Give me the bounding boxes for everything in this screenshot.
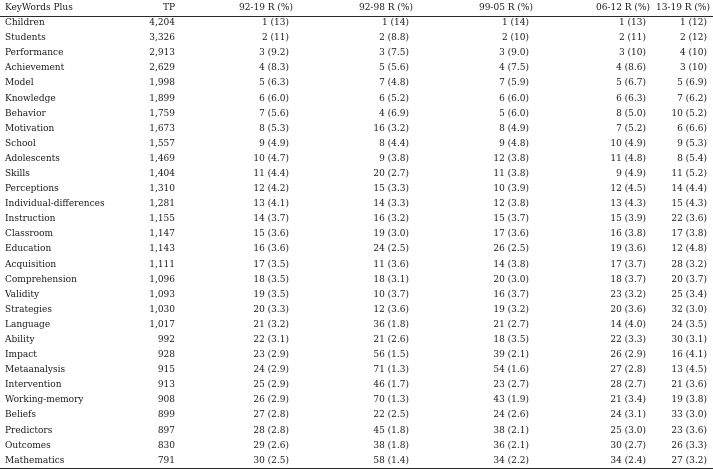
rank-92-98-cell: 46 (1.7) — [373, 380, 409, 391]
rank-06-12-cell: 8 (5.0) — [616, 108, 646, 119]
rank-13-19-cell: 1 (12) — [679, 18, 707, 29]
rank-99-05-cell: 10 (3.9) — [493, 184, 529, 195]
rank-92-98-cell: 7 (4.8) — [379, 78, 409, 89]
rank-92-19-cell: 21 (3.2) — [253, 319, 289, 330]
tp-cell: 1,155 — [149, 214, 175, 225]
rank-92-19-cell: 28 (2.8) — [253, 425, 289, 436]
rank-92-98-cell: 4 (6.9) — [379, 108, 409, 119]
rank-99-05-cell: 24 (2.6) — [493, 410, 529, 421]
tp-cell: 2,913 — [149, 48, 175, 59]
keyword-cell: Behavior — [5, 108, 46, 119]
keyword-cell: Strategies — [5, 304, 52, 315]
header-92-19: 92-19 R (%) — [177, 1, 297, 16]
rank-92-98-cell: 9 (3.8) — [379, 153, 409, 164]
rank-13-19-cell: 33 (3.0) — [671, 410, 707, 421]
keyword-cell: Impact — [5, 350, 37, 361]
table-row — [0, 212, 713, 227]
table-row — [0, 61, 713, 76]
rank-13-19-cell: 4 (10) — [679, 48, 707, 59]
rank-06-12-cell: 9 (4.9) — [616, 168, 646, 179]
rank-99-05-cell: 38 (2.1) — [493, 425, 529, 436]
rank-92-19-cell: 22 (3.1) — [253, 335, 289, 346]
table-row — [0, 378, 713, 393]
header-06-12: 06-12 R (%) — [537, 1, 654, 16]
rank-92-98-cell: 3 (7.5) — [379, 48, 409, 59]
keyword-cell: Comprehension — [5, 274, 77, 285]
rank-92-98-cell: 22 (2.5) — [373, 410, 409, 421]
rank-99-05-cell: 15 (3.7) — [493, 214, 529, 225]
keyword-cell: Classroom — [5, 229, 54, 240]
keyword-cell: Perceptions — [5, 184, 59, 195]
keyword-cell: Language — [5, 319, 51, 330]
keyword-cell: Performance — [5, 48, 64, 59]
rank-13-19-cell: 28 (3.2) — [671, 259, 707, 270]
rank-13-19-cell: 32 (3.0) — [671, 304, 707, 315]
rank-99-05-cell: 54 (1.6) — [493, 365, 529, 376]
table-row — [0, 91, 713, 106]
keyword-cell: Individual-differences — [5, 199, 105, 210]
tp-cell: 1,096 — [149, 274, 175, 285]
table-row — [0, 363, 713, 378]
rank-92-98-cell: 36 (1.8) — [373, 319, 409, 330]
rank-13-19-cell: 3 (10) — [679, 63, 707, 74]
rank-13-19-cell: 8 (5.4) — [677, 153, 707, 164]
tp-cell: 897 — [157, 425, 175, 436]
rank-92-19-cell: 18 (3.5) — [253, 274, 289, 285]
rank-99-05-cell: 36 (2.1) — [493, 440, 529, 451]
rank-92-19-cell: 9 (4.9) — [259, 138, 289, 149]
table-row — [0, 424, 713, 439]
rank-92-19-cell: 17 (3.5) — [253, 259, 289, 270]
rank-92-19-cell: 25 (2.9) — [253, 380, 289, 391]
rank-13-19-cell: 17 (3.8) — [671, 229, 707, 240]
table-row — [0, 333, 713, 348]
rank-06-12-cell: 28 (2.7) — [610, 380, 646, 391]
rank-06-12-cell: 26 (2.9) — [610, 350, 646, 361]
tp-cell: 1,310 — [149, 184, 175, 195]
rank-92-19-cell: 8 (5.3) — [259, 123, 289, 134]
rank-06-12-cell: 16 (3.8) — [610, 229, 646, 240]
keyword-cell: Motivation — [5, 123, 55, 134]
rank-92-19-cell: 29 (2.6) — [253, 440, 289, 451]
keyword-cell: Beliefs — [5, 410, 36, 421]
rank-06-12-cell: 7 (5.2) — [616, 123, 646, 134]
rank-99-05-cell: 19 (3.2) — [493, 304, 529, 315]
keyword-cell: Predictors — [5, 425, 53, 436]
rank-92-19-cell: 26 (2.9) — [253, 395, 289, 406]
rank-92-98-cell: 24 (2.5) — [373, 244, 409, 255]
rank-06-12-cell: 6 (6.3) — [616, 93, 646, 104]
keyword-cell: Model — [5, 78, 34, 89]
rank-13-19-cell: 9 (5.3) — [677, 138, 707, 149]
rank-92-19-cell: 20 (3.3) — [253, 304, 289, 315]
rank-99-05-cell: 6 (6.0) — [499, 93, 529, 104]
rank-92-98-cell: 10 (3.7) — [373, 289, 409, 300]
rank-06-12-cell: 19 (3.6) — [610, 244, 646, 255]
rank-92-98-cell: 58 (1.4) — [297, 454, 417, 469]
tp-cell: 1,017 — [149, 319, 175, 330]
rank-99-05-cell: 14 (3.8) — [493, 259, 529, 270]
table-row — [0, 303, 713, 318]
tp-cell: 1,111 — [149, 259, 175, 270]
table-row — [0, 16, 713, 31]
tp-cell: 915 — [157, 365, 175, 376]
tp-cell: 913 — [157, 380, 175, 391]
tp-cell: 3,326 — [149, 33, 175, 44]
tp-cell: 4,204 — [149, 18, 175, 29]
rank-92-98-cell: 16 (3.2) — [373, 123, 409, 134]
rank-99-05-cell: 17 (3.6) — [493, 229, 529, 240]
rank-13-19-cell: 25 (3.4) — [671, 289, 707, 300]
rank-06-12-cell: 11 (4.8) — [610, 153, 646, 164]
table-row — [0, 182, 713, 197]
tp-cell: 1,899 — [149, 93, 175, 104]
rank-92-19-cell: 13 (4.1) — [253, 199, 289, 210]
header-99-05: 99-05 R (%) — [417, 1, 537, 16]
rank-99-05-cell: 26 (2.5) — [493, 244, 529, 255]
rank-92-19-cell: 15 (3.6) — [253, 229, 289, 240]
header-keywords-plus: KeyWords Plus — [0, 1, 117, 16]
keyword-cell: Validity — [5, 289, 40, 300]
keyword-cell: Skills — [5, 168, 30, 179]
rank-99-05-cell: 43 (1.9) — [493, 395, 529, 406]
table-row — [0, 31, 713, 46]
rank-06-12-cell: 2 (11) — [618, 33, 646, 44]
table-row — [0, 288, 713, 303]
rank-92-98-cell: 14 (3.3) — [373, 199, 409, 210]
rank-13-19-cell: 30 (3.1) — [671, 335, 707, 346]
table-row — [0, 107, 713, 122]
header-92-98: 92-98 R (%) — [297, 1, 417, 16]
keyword-cell: Working-memory — [5, 395, 84, 406]
table-row — [0, 242, 713, 257]
rank-13-19-cell: 22 (3.6) — [671, 214, 707, 225]
tp-cell: 899 — [157, 410, 175, 421]
rank-99-05-cell: 34 (2.2) — [417, 454, 537, 469]
rank-13-19-cell: 20 (3.7) — [671, 274, 707, 285]
table-row — [0, 454, 713, 469]
rank-99-05-cell: 16 (3.7) — [493, 289, 529, 300]
rank-99-05-cell: 2 (10) — [501, 33, 529, 44]
tp-cell: 830 — [157, 440, 175, 451]
rank-92-19-cell: 30 (2.5) — [177, 454, 297, 469]
header-13-19: 13-19 R (%) — [654, 1, 713, 16]
rank-13-19-cell: 19 (3.8) — [671, 395, 707, 406]
tp-cell: 908 — [157, 395, 175, 406]
rank-92-19-cell: 27 (2.8) — [253, 410, 289, 421]
rank-13-19-cell: 5 (6.9) — [677, 78, 707, 89]
tp-cell: 1,469 — [149, 153, 175, 164]
rank-06-12-cell: 5 (6.7) — [616, 78, 646, 89]
tp-cell: 1,759 — [149, 108, 175, 119]
rank-13-19-cell: 6 (6.6) — [677, 123, 707, 134]
rank-92-98-cell: 16 (3.2) — [373, 214, 409, 225]
rank-13-19-cell: 15 (4.3) — [671, 199, 707, 210]
table-row — [0, 348, 713, 363]
rank-99-05-cell: 12 (3.8) — [493, 199, 529, 210]
rank-06-12-cell: 13 (4.3) — [610, 199, 646, 210]
keyword-cell: Adolescents — [5, 153, 60, 164]
rank-99-05-cell: 1 (14) — [501, 18, 529, 29]
table-row — [0, 318, 713, 333]
rank-92-98-cell: 12 (3.6) — [373, 304, 409, 315]
rank-92-19-cell: 6 (6.0) — [259, 93, 289, 104]
table-row — [0, 273, 713, 288]
rank-06-12-cell: 3 (10) — [618, 48, 646, 59]
rank-06-12-cell: 10 (4.9) — [610, 138, 646, 149]
rank-13-19-cell: 27 (3.2) — [654, 454, 713, 469]
rank-92-98-cell: 45 (1.8) — [373, 425, 409, 436]
table-row — [0, 408, 713, 423]
rank-92-98-cell: 11 (3.6) — [373, 259, 409, 270]
rank-92-19-cell: 19 (3.5) — [253, 289, 289, 300]
rank-13-19-cell: 26 (3.3) — [671, 440, 707, 451]
rank-99-05-cell: 21 (2.7) — [493, 319, 529, 330]
tp-cell: 992 — [157, 335, 175, 346]
rank-92-19-cell: 5 (6.3) — [259, 78, 289, 89]
rank-92-98-cell: 20 (2.7) — [373, 168, 409, 179]
rank-92-19-cell: 23 (2.9) — [253, 350, 289, 361]
rank-92-98-cell: 2 (8.8) — [379, 33, 409, 44]
keyword-cell: Acquisition — [5, 259, 57, 270]
rank-92-19-cell: 14 (3.7) — [253, 214, 289, 225]
rank-06-12-cell: 24 (3.1) — [610, 410, 646, 421]
rank-99-05-cell: 4 (7.5) — [499, 63, 529, 74]
rank-92-98-cell: 19 (3.0) — [373, 229, 409, 240]
rank-13-19-cell: 23 (3.6) — [671, 425, 707, 436]
keyword-cell: Knowledge — [5, 93, 56, 104]
rank-92-19-cell: 16 (3.6) — [253, 244, 289, 255]
rank-06-12-cell: 1 (13) — [618, 18, 646, 29]
keyword-cell: Metaanalysis — [5, 365, 66, 376]
tp-cell: 1,093 — [149, 289, 175, 300]
rank-13-19-cell: 24 (3.5) — [671, 319, 707, 330]
rank-99-05-cell: 9 (4.8) — [499, 138, 529, 149]
rank-13-19-cell: 7 (6.2) — [677, 93, 707, 104]
rank-92-19-cell: 24 (2.9) — [253, 365, 289, 376]
keyword-cell: Mathematics — [0, 454, 117, 469]
rank-06-12-cell: 12 (4.5) — [610, 184, 646, 195]
table-row — [0, 46, 713, 61]
header-tp: TP — [117, 1, 177, 16]
rank-99-05-cell: 39 (2.1) — [493, 350, 529, 361]
rank-06-12-cell: 34 (2.4) — [537, 454, 654, 469]
table-row — [0, 439, 713, 454]
tp-cell: 1,147 — [149, 229, 175, 240]
table-row — [0, 227, 713, 242]
rank-06-12-cell: 22 (3.3) — [610, 335, 646, 346]
tp-cell: 1,030 — [149, 304, 175, 315]
rank-06-12-cell: 18 (3.7) — [610, 274, 646, 285]
rank-92-98-cell: 71 (1.3) — [373, 365, 409, 376]
rank-06-12-cell: 21 (3.4) — [610, 395, 646, 406]
rank-06-12-cell: 25 (3.0) — [610, 425, 646, 436]
table-row — [0, 393, 713, 408]
keyword-cell: Outcomes — [5, 440, 51, 451]
table-header — [0, 1, 713, 16]
keyword-cell: Children — [5, 18, 45, 29]
table-row — [0, 258, 713, 273]
tp-cell: 1,143 — [149, 244, 175, 255]
rank-92-19-cell: 4 (8.3) — [259, 63, 289, 74]
rank-92-98-cell: 38 (1.8) — [373, 440, 409, 451]
rank-13-19-cell: 12 (4.8) — [671, 244, 707, 255]
rank-92-19-cell: 10 (4.7) — [253, 153, 289, 164]
rank-92-19-cell: 1 (13) — [261, 18, 289, 29]
rank-13-19-cell: 14 (4.4) — [671, 184, 707, 195]
rank-99-05-cell: 5 (6.0) — [499, 108, 529, 119]
tp-cell: 1,998 — [149, 78, 175, 89]
rank-99-05-cell: 18 (3.5) — [493, 335, 529, 346]
rank-06-12-cell: 15 (3.9) — [610, 214, 646, 225]
rank-99-05-cell: 3 (9.0) — [499, 48, 529, 59]
table-row — [0, 137, 713, 152]
rank-99-05-cell: 20 (3.0) — [493, 274, 529, 285]
rank-92-98-cell: 1 (14) — [381, 18, 409, 29]
tp-cell: 1,281 — [149, 199, 175, 210]
keyword-cell: Intervention — [5, 380, 62, 391]
keyword-cell: Instruction — [5, 214, 56, 225]
rank-92-98-cell: 15 (3.3) — [373, 184, 409, 195]
rank-06-12-cell: 23 (3.2) — [610, 289, 646, 300]
tp-cell: 2,629 — [149, 63, 175, 74]
keyword-cell: Ability — [5, 335, 35, 346]
rank-92-98-cell: 6 (5.2) — [379, 93, 409, 104]
tp-cell: 1,557 — [149, 138, 175, 149]
rank-92-98-cell: 56 (1.5) — [373, 350, 409, 361]
rank-92-98-cell: 5 (5.6) — [379, 63, 409, 74]
table-body — [0, 16, 713, 469]
rank-99-05-cell: 12 (3.8) — [493, 153, 529, 164]
rank-06-12-cell: 17 (3.7) — [610, 259, 646, 270]
rank-13-19-cell: 13 (4.5) — [671, 365, 707, 376]
rank-13-19-cell: 10 (5.2) — [671, 108, 707, 119]
table-row — [0, 122, 713, 137]
rank-99-05-cell: 8 (4.9) — [499, 123, 529, 134]
table-row — [0, 76, 713, 91]
tp-cell: 928 — [157, 350, 175, 361]
keywords-plus-table — [0, 1, 713, 469]
tp-cell: 1,673 — [149, 123, 175, 134]
table-row — [0, 167, 713, 182]
rank-06-12-cell: 30 (2.7) — [610, 440, 646, 451]
keyword-cell: Students — [5, 33, 46, 44]
rank-92-98-cell: 8 (4.4) — [379, 138, 409, 149]
rank-92-19-cell: 7 (5.6) — [259, 108, 289, 119]
rank-13-19-cell: 21 (3.6) — [671, 380, 707, 391]
tp-cell: 1,404 — [149, 168, 175, 179]
rank-06-12-cell: 14 (4.0) — [610, 319, 646, 330]
table-row — [0, 152, 713, 167]
table-row — [0, 197, 713, 212]
rank-99-05-cell: 7 (5.9) — [499, 78, 529, 89]
rank-92-19-cell: 2 (11) — [261, 33, 289, 44]
rank-99-05-cell: 11 (3.8) — [493, 168, 529, 179]
rank-06-12-cell: 20 (3.6) — [610, 304, 646, 315]
rank-92-98-cell: 21 (2.6) — [373, 335, 409, 346]
rank-92-19-cell: 3 (9.2) — [259, 48, 289, 59]
rank-13-19-cell: 11 (5.2) — [671, 168, 707, 179]
rank-92-98-cell: 70 (1.3) — [373, 395, 409, 406]
rank-92-98-cell: 18 (3.1) — [373, 274, 409, 285]
keyword-cell: Achievement — [5, 63, 65, 74]
header-row — [0, 1, 713, 16]
rank-99-05-cell: 23 (2.7) — [493, 380, 529, 391]
rank-13-19-cell: 2 (12) — [679, 33, 707, 44]
rank-06-12-cell: 27 (2.8) — [610, 365, 646, 376]
rank-13-19-cell: 16 (4.1) — [671, 350, 707, 361]
keyword-cell: School — [5, 138, 36, 149]
rank-06-12-cell: 4 (8.6) — [616, 63, 646, 74]
rank-92-19-cell: 12 (4.2) — [253, 184, 289, 195]
rank-92-19-cell: 11 (4.4) — [253, 168, 289, 179]
tp-cell: 791 — [117, 454, 177, 469]
keyword-cell: Education — [5, 244, 52, 255]
